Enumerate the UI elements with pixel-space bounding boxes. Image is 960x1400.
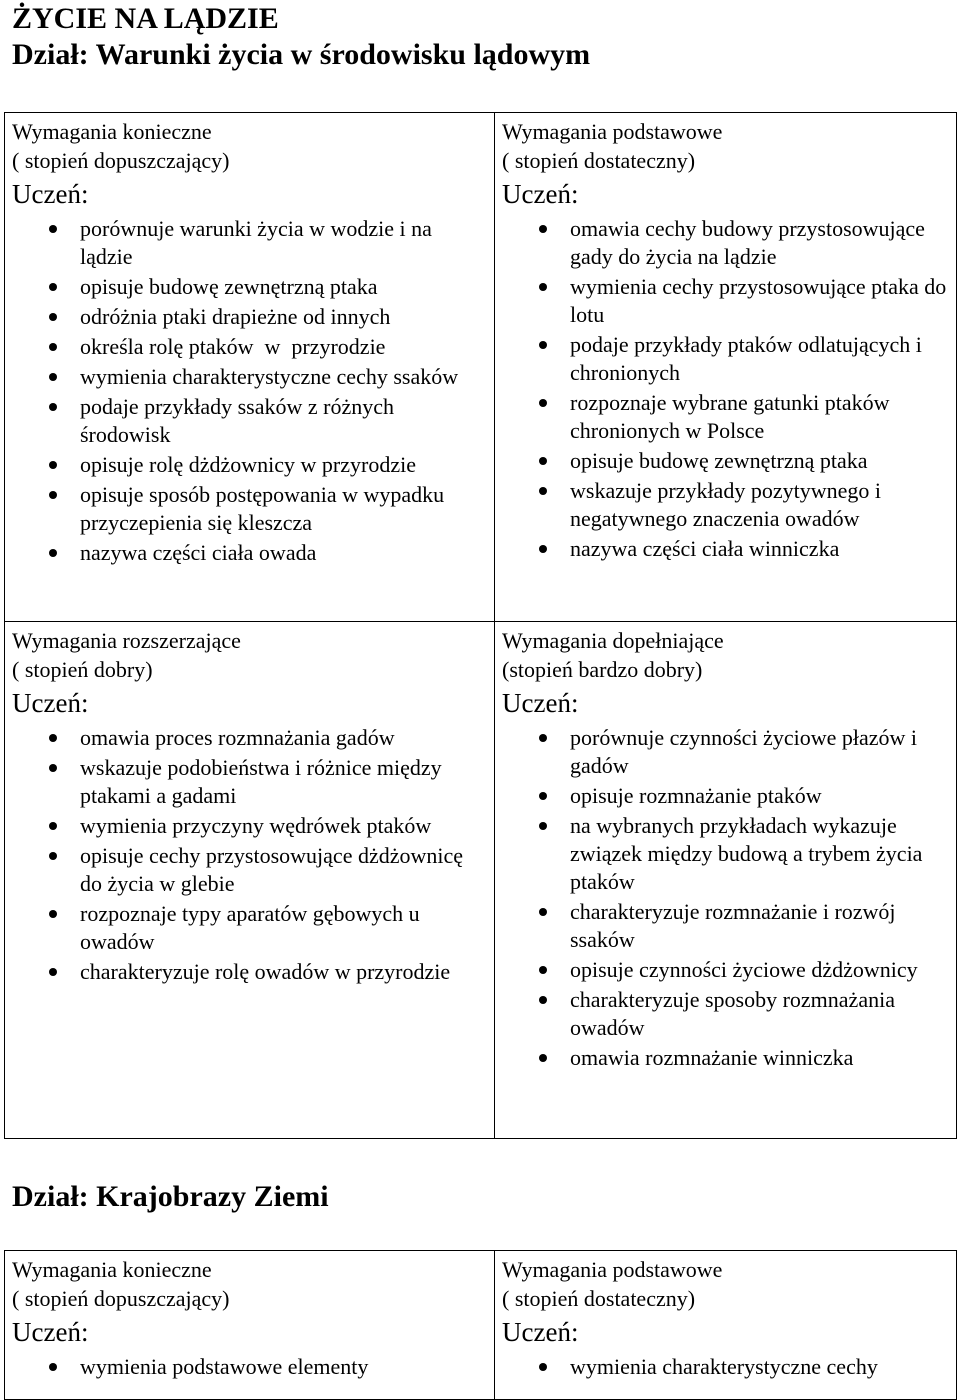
requirements-list (502, 215, 950, 563)
requirements-list (12, 215, 488, 567)
item-text: omawia proces rozmnażania gadów (80, 725, 395, 750)
bullet-icon (49, 343, 57, 351)
item-text: opisuje budowę zewnętrzną ptaka (80, 274, 378, 299)
requirements-list (12, 724, 488, 986)
student-label: Uczeń: (502, 1317, 579, 1347)
list-item (502, 447, 950, 475)
item-text: porównuje warunki życia w wodzie i na lądzie (80, 216, 432, 269)
bullet-icon (49, 283, 57, 291)
list-item (502, 812, 950, 896)
bullet-icon (49, 403, 57, 411)
cell-podstawowe (495, 113, 957, 622)
item-text: na wybranych przykładach wykazuje związek między budową a trybem życia ptaków (570, 813, 923, 894)
list-item (502, 331, 950, 387)
item-text: wskazuje przykłady pozytywnego i negatywnego znaczenia owadów (570, 478, 881, 531)
item-text: rozpoznaje wybrane gatunki ptaków chronionych w Polsce (570, 390, 890, 443)
list-item (502, 389, 950, 445)
list-item (12, 900, 488, 956)
bullet-icon (49, 373, 57, 381)
requirement-title: Wymagania podstawowe (502, 1257, 723, 1282)
bullet-icon (49, 734, 57, 742)
grade-level: ( stopień dopuszczający) (12, 148, 230, 173)
requirement-title: Wymagania podstawowe (502, 119, 723, 144)
bullet-icon (49, 822, 57, 830)
bullet-icon (49, 1363, 57, 1371)
item-text: wymienia charakterystyczne cechy (570, 1354, 878, 1379)
item-text: opisuje rolę dżdżownicy w przyrodzie (80, 452, 416, 477)
item-text: wymienia charakterystyczne cechy ssaków (80, 364, 459, 389)
list-item (502, 898, 950, 954)
bullet-icon (539, 545, 547, 553)
list-item (12, 393, 488, 449)
list-item (502, 986, 950, 1042)
bullet-icon (539, 996, 547, 1004)
student-label: Uczeń: (12, 688, 89, 718)
item-text: wymienia przyczyny wędrówek ptaków (80, 813, 432, 838)
item-text: charakteryzuje rozmnażanie i rozwój ssaków (570, 899, 896, 952)
item-text: opisuje budowę zewnętrzną ptaka (570, 448, 868, 473)
list-item (12, 812, 488, 840)
item-text: opisuje cechy przystosowujące dżdżownicę do życia w glebie (80, 843, 464, 896)
list-item (502, 1044, 950, 1072)
item-text: opisuje sposób postępowania w wypadku przyczepienia się kleszcza (80, 482, 445, 535)
bullet-icon (539, 792, 547, 800)
list-item (502, 215, 950, 271)
list-item (12, 451, 488, 479)
grade-level: ( stopień dopuszczający) (12, 1286, 230, 1311)
grade-level: (stopień bardzo dobry) (502, 657, 703, 682)
list-item (502, 782, 950, 810)
requirement-title: Wymagania rozszerzające (12, 628, 241, 653)
item-text: omawia cechy budowy przystosowujące gady do życia na lądzie (570, 216, 925, 269)
cell-rozszerzajace (5, 622, 495, 1139)
bullet-icon (539, 1363, 547, 1371)
list-item (12, 724, 488, 752)
item-text: charakteryzuje rolę owadów w przyrodzie (80, 959, 451, 984)
grade-level: ( stopień dostateczny) (502, 1286, 696, 1311)
list-item (12, 754, 488, 810)
bullet-icon (539, 908, 547, 916)
bullet-icon (539, 822, 547, 830)
item-text: omawia rozmnażanie winniczka (570, 1045, 854, 1070)
list-item (12, 363, 488, 391)
bullet-icon (539, 966, 547, 974)
requirements-list (502, 1353, 950, 1381)
bullet-icon (49, 313, 57, 321)
bullet-icon (539, 487, 547, 495)
list-item (12, 842, 488, 898)
item-text: charakteryzuje sposoby rozmnażania owadów (570, 987, 895, 1040)
list-item (502, 477, 950, 533)
bullet-icon (539, 225, 547, 233)
cell-konieczne (5, 113, 495, 622)
student-label: Uczeń: (12, 179, 89, 209)
bullet-icon (49, 764, 57, 772)
bullet-icon (49, 968, 57, 976)
item-text: opisuje rozmnażanie ptaków (570, 783, 822, 808)
list-item (12, 273, 488, 301)
item-text: wymienia podstawowe elementy (80, 1354, 369, 1379)
bullet-icon (49, 549, 57, 557)
requirement-title: Wymagania konieczne (12, 1257, 212, 1282)
item-text: rozpoznaje typy aparatów gębowych u owadów (80, 901, 420, 954)
list-item (12, 481, 488, 537)
item-text: wskazuje podobieństwa i różnice między ptakami a gadami (80, 755, 442, 808)
bullet-icon (539, 341, 547, 349)
cell-podstawowe (495, 1251, 957, 1400)
document-title: ŻYCIE NA LĄDZIE (12, 2, 279, 35)
cell-konieczne (5, 1251, 495, 1400)
student-label: Uczeń: (502, 179, 579, 209)
list-item (12, 1353, 488, 1381)
requirements-list (502, 724, 950, 1072)
item-text: podaje przykłady ssaków z różnych środowisk (80, 394, 395, 447)
item-text: porównuje czynności życiowe płazów i gadów (570, 725, 917, 778)
list-item (12, 215, 488, 271)
list-item (12, 958, 488, 986)
bullet-icon (49, 461, 57, 469)
bullet-icon (539, 399, 547, 407)
list-item (12, 303, 488, 331)
grade-level: ( stopień dostateczny) (502, 148, 696, 173)
bullet-icon (539, 457, 547, 465)
requirement-title: Wymagania dopełniające (502, 628, 724, 653)
bullet-icon (539, 734, 547, 742)
student-label: Uczeń: (12, 1317, 89, 1347)
list-item (502, 1353, 950, 1381)
item-text: opisuje czynności życiowe dżdżownicy (570, 957, 918, 982)
item-text: określa rolę ptaków w przyrodzie (80, 334, 386, 359)
item-text: nazywa części ciała winniczka (570, 536, 840, 561)
list-item (502, 535, 950, 563)
student-label: Uczeń: (502, 688, 579, 718)
item-text: odróżnia ptaki drapieżne od innych (80, 304, 391, 329)
bullet-icon (49, 852, 57, 860)
requirements-list (12, 1353, 488, 1381)
bullet-icon (49, 491, 57, 499)
item-text: podaje przykłady ptaków odlatujących i chronionych (570, 332, 922, 385)
grade-level: ( stopień dobry) (12, 657, 153, 682)
item-text: nazywa części ciała owada (80, 540, 317, 565)
list-item (502, 724, 950, 780)
section-heading-warunki: Dział: Warunki życia w środowisku lądowym (12, 38, 591, 71)
section-heading-krajobrazy: Dział: Krajobrazy Ziemi (12, 1180, 329, 1213)
list-item (12, 539, 488, 567)
list-item (502, 273, 950, 329)
cell-dopelniajace (495, 622, 957, 1139)
bullet-icon (539, 1054, 547, 1062)
bullet-icon (49, 225, 57, 233)
list-item (12, 333, 488, 361)
requirements-table-krajobrazy (4, 1250, 957, 1400)
list-item (502, 956, 950, 984)
requirement-title: Wymagania konieczne (12, 119, 212, 144)
item-text: wymienia cechy przystosowujące ptaka do lotu (570, 274, 947, 327)
bullet-icon (539, 283, 547, 291)
requirements-table-warunki (4, 112, 957, 1139)
bullet-icon (49, 910, 57, 918)
